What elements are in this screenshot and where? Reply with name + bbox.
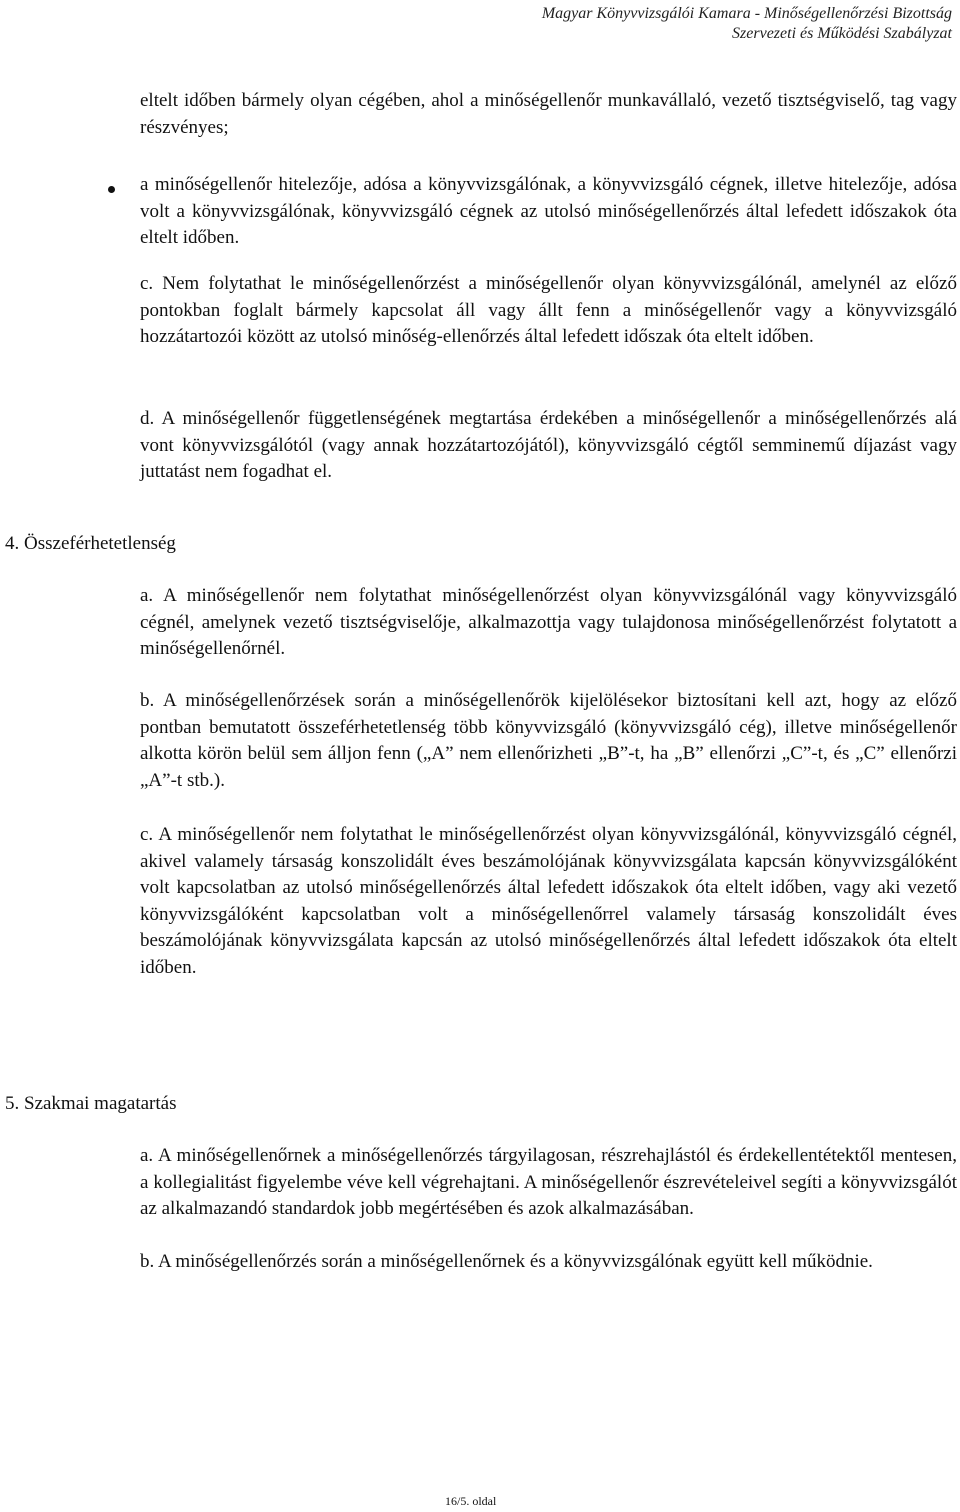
paragraph-c-independence: c. Nem folytathat le minőségellenőrzést a minőségellenőr olyan könyvvizsgálónál, amelynél az előző pontokban foglalt bármely kapcsolat áll vagy állt fenn a minőségellenőr vagy a könyvvizsgáló hozzátartozói között az utolsó minőség-ellenőrzés által lefedett időszak óta eltelt időben. <box>140 273 957 347</box>
page-header <box>542 4 952 44</box>
paragraph-5a: a. A minőségellenőrnek a minőségellenőrzés tárgyilagosan, részrehajlástól és érdekellentétektől mentesen, a kollegialitást figyelembe véve kell végrehajtani. A minőségellenőr észrevételeivel segíti a könyvvizsgálót az alkalmazandó standardok jobb megértésében és azok alkalmazásában. <box>140 1145 957 1219</box>
header-organization: Magyar Könyvvizsgálói Kamara - Minőségellenőrzési Bizottság <box>541 5 952 22</box>
section-heading-professional-conduct: 5. Szakmai magatartás <box>5 1093 177 1114</box>
paragraph-4b: b. A minőségellenőrzések során a minőségellenőrök kijelölésekor biztosítani kell azt, hogy az előző pontban bemutatott összeférhetetlenség több könyvvizsgáló (könyvvizsgáló cég), illetve minőségellenőr alkotta körön belül sem álljon fenn („A” nem ellenőrizheti „B”-t, ha „B” ellenőrzi „C”-t, és „C” ellenőrzi „A”-t stb.). <box>140 690 957 791</box>
paragraph-5b: b. A minőségellenőrzés során a minőségellenőrnek és a könyvvizsgálónak együtt kell működnie. <box>140 1251 873 1272</box>
paragraph-4c: c. A minőségellenőr nem folytathat le minőségellenőrzést olyan könyvvizsgálónál, könyvvizsgáló cégnél, akivel valamely társaság konszolidált éves beszámolójának könyvvizsgálata kapcsán könyvvizsgálóként volt kapcsolatban az utolsó minőségellenőrzés által lefedett időszakok óta eltelt időben, vagy aki vezető könyvvizsgálóként kapcsolatban volt a minőségellenőrrel valamely társaság konszolidált éves beszámolójának könyvvizsgálata kapcsán az utolsó minőségellenőrzés által lefedett időszakok óta eltelt időben. <box>140 824 957 978</box>
bullet-item-creditor: a minőségellenőr hitelezője, adósa a könyvvizsgálónak, a könyvvizsgáló cégnek, illetve hitelezője, adósa volt a könyvvizsgálónak, könyvvizsgáló cégnek az utolsó minőségellenőrzés által lefedett időszakok óta eltelt időben. <box>140 174 957 248</box>
page-number: 16/5. oldal <box>445 1494 497 1508</box>
paragraph-4a: a. A minőségellenőr nem folytathat minőségellenőrzést olyan könyvvizsgálónál vagy könyvvizsgáló cégnél, amelynek vezető tisztségviselője, alkalmazottja vagy tulajdonosa minőségellenőrzést folytatott a minőségellenőrnél. <box>140 585 957 659</box>
section-heading-conflict-of-interest: 4. Összeférhetetlenség <box>5 533 176 554</box>
header-document-title: Szervezeti és Működési Szabályzat <box>732 25 952 42</box>
bullet-icon <box>108 186 115 193</box>
paragraph-continuation: eltelt időben bármely olyan cégében, ahol a minőségellenőr munkavállaló, vezető tisztségviselő, tag vagy részvényes; <box>140 90 957 138</box>
paragraph-d-independence: d. A minőségellenőr függetlenségének megtartása érdekében a minőségellenőr a minőségellenőrzés alá vont könyvvizsgálótól (vagy annak hozzátartozójától), könyvvizsgáló cégtől semminemű díjazást vagy juttatást nem fogadhat el. <box>140 408 957 482</box>
